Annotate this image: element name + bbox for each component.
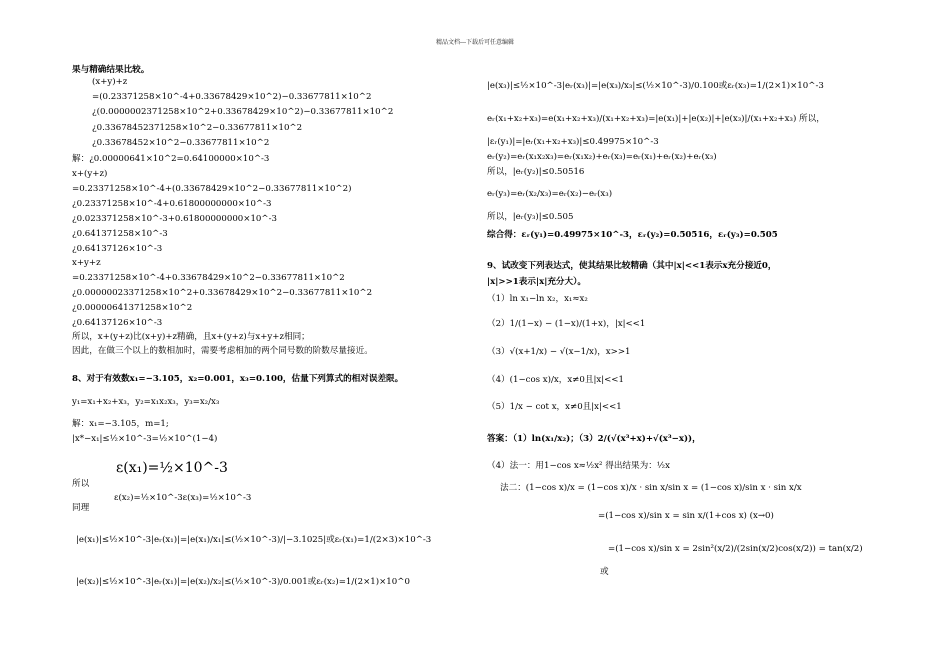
problem-9-method-1: （4）法一：用1−cos x≈½x² 得出结果为：½x xyxy=(487,461,670,471)
right-line-bound-y2: 所以，|eᵣ(y₂)|≤0.50516 xyxy=(487,167,585,177)
left-line-step: ¿0.023371258×10^-3+0.61800000000×10^-3 xyxy=(72,214,277,224)
left-line-solution: 解：¿0.00000641×10^2=0.64100000×10^-3 xyxy=(72,154,270,164)
problem-8-epsilon-x2-x3: ε(x₂)=½×10^-3ε(x₃)=½×10^-3 xyxy=(114,493,252,503)
right-line-relative-quotient: eᵣ(y₃)=eᵣ(x₂/x₃)=eᵣ(x₂)−eᵣ(x₃) xyxy=(487,189,613,199)
problem-8-error-x1: |e(x₁)|≤½×10^-3|eᵣ(x₁)|=|e(x₁)/x₁|≤(½×10^-3)/|−3.1025|或εᵣ(x₁)=1/(2×3)×10^-3 xyxy=(76,535,432,545)
problem-9-item-5: （5）1/x − cot x，x≠0且|x|<<1 xyxy=(487,402,622,412)
problem-8-bound: |x*−x₁|≤½×10^-3=½×10^(1−4) xyxy=(72,434,218,444)
problem-9-item-1: （1）ln x₁−ln x₂，x₁≈x₂ xyxy=(487,294,588,304)
left-line-step: ¿(0.0000002371258×10^2+0.33678429×10^2)−0.33677811×10^2 xyxy=(92,107,394,117)
problem-9-answers: 答案：（1）ln(x₁/x₂)；（3）2/(√(x³+x)+√(x³−x))， xyxy=(487,434,701,444)
left-line-step: ¿0.641371258×10^-3 xyxy=(72,229,168,239)
left-line-conclusion: 所以，x+(y+z)比(x+y)+z精确，且x+(y+z)与x+y+z相同； xyxy=(72,332,310,342)
left-line-step: ¿0.64137126×10^-3 xyxy=(72,244,163,254)
page-header: 精品文档---下载后可任意编辑 xyxy=(435,39,515,46)
right-line-bound-y3: 所以，|eᵣ(y₃)|≤0.505 xyxy=(487,212,574,222)
problem-9-method-2-step: =(1−cos x)/sin x = sin x/(1+cos x) (x→0) xyxy=(598,511,774,521)
problem-9-heading: 9、试改变下列表达式，使其结果比较精确（其中|x|<<1表示x充分接近0， xyxy=(487,261,777,271)
problem-9-or: 或 xyxy=(600,567,609,577)
left-line-step: =(0.23371258×10^-4+0.33678429×10^2)−0.33677811×10^2 xyxy=(92,92,372,102)
right-line-error-x3: |e(x₃)|≤½×10^-3|eᵣ(x₃)|=|e(x₃)/x₃|≤(½×10^-3)/0.100或εᵣ(x₃)=1/(2×1)×10^-3 xyxy=(487,81,824,91)
problem-8-solution: 解：x₁=−3.105，m=1; xyxy=(72,419,169,429)
problem-8-similarly: 同理 xyxy=(72,503,90,513)
problem-9-item-4: （4）(1−cos x)/x，x≠0且|x|<<1 xyxy=(487,375,624,385)
problem-8-heading: 8、对于有效数x₁=−3.105，x₂=0.001，x₃=0.100，估量下列算式的相对误差限。 xyxy=(72,374,404,384)
problem-9-item-2: （2）1/(1−x) − (1−x)/(1+x)，|x|<<1 xyxy=(487,319,646,329)
left-line-conclusion: 因此，在做三个以上的数相加时，需要考虑相加的两个同号数的阶数尽量接近。 xyxy=(72,346,373,356)
left-line-expr: (x+y)+z xyxy=(92,77,128,87)
left-line-step: ¿0.00000641371258×10^2 xyxy=(72,303,193,313)
left-line-expr: x+(y+z) xyxy=(72,169,108,179)
left-line-step: ¿0.33678452371258×10^2−0.33677811×10^2 xyxy=(92,123,303,133)
right-line-relative-sum: eᵣ(x₁+x₂+x₃)=e(x₁+x₂+x₃)/(x₁+x₂+x₃)=|e(x₁)|+|e(x₂)|+|e(x₃)|/(x₁+x₂+x₃) 所以， xyxy=(487,114,825,124)
problem-9-method-2: 法二：(1−cos x)/x = (1−cos x)/x · sin x/sin x = (1−cos x)/sin x · sin x/x xyxy=(500,483,802,493)
left-line-step: =0.23371258×10^-4+0.33678429×10^2−0.33677811×10^2 xyxy=(72,273,345,283)
problem-8-therefore: 所以 xyxy=(72,479,90,489)
left-line-step: ¿0.33678452×10^2−0.33677811×10^2 xyxy=(92,138,270,148)
left-line-step: ¿0.64137126×10^-3 xyxy=(72,318,163,328)
right-line-relative-product: eᵣ(y₂)=eᵣ(x₁x₂x₃)=eᵣ(x₁x₂)+eᵣ(x₃)=eᵣ(x₁)+eᵣ(x₂)+eᵣ(x₃) xyxy=(487,152,717,162)
problem-9-heading-cont: |x|>>1表示|x|充分大）。 xyxy=(487,277,586,287)
problem-8-error-x2: |e(x₂)|≤½×10^-3|eᵣ(x₁)|=|e(x₂)/x₂|≤(½×10^-3)/0.001或εᵣ(x₂)=1/(2×1)×10^0 xyxy=(76,577,410,587)
problem-9-method-2-tan: =(1−cos x)/sin x = 2sin²(x/2)/(2sin(x/2)cos(x/2)) = tan(x/2) xyxy=(608,544,863,554)
left-line-step: ¿0.00000023371258×10^2+0.33678429×10^2−0.33677811×10^2 xyxy=(72,288,373,298)
problem-9-item-3: （3）√(x+1/x) − √(x−1/x)，x>>1 xyxy=(487,347,631,357)
left-line-step: =0.23371258×10^-4+(0.33678429×10^2−0.33677811×10^2) xyxy=(72,184,352,194)
right-line-summary: 综合得：εᵣ(y₁)=0.49975×10^-3，εᵣ(y₂)=0.50516，εᵣ(y₃)=0.505 xyxy=(487,230,778,240)
left-line-expr: x+y+z xyxy=(72,258,101,268)
problem-8-definitions: y₁=x₁+x₂+x₃，y₂=x₁x₂x₃，y₃=x₂/x₃ xyxy=(72,397,220,407)
problem-8-epsilon-x1: ε(x₁)=½×10^-3 xyxy=(116,460,228,476)
left-line-step: ¿0.23371258×10^-4+0.61800000000×10^-3 xyxy=(72,199,272,209)
right-line-epsilon-y1: |εᵣ(y₁)|=|eᵣ(x₁+x₂+x₃)|≤0.49975×10^-3 xyxy=(487,137,659,147)
left-line-continuation: 果与精确结果比较。 xyxy=(72,65,150,75)
